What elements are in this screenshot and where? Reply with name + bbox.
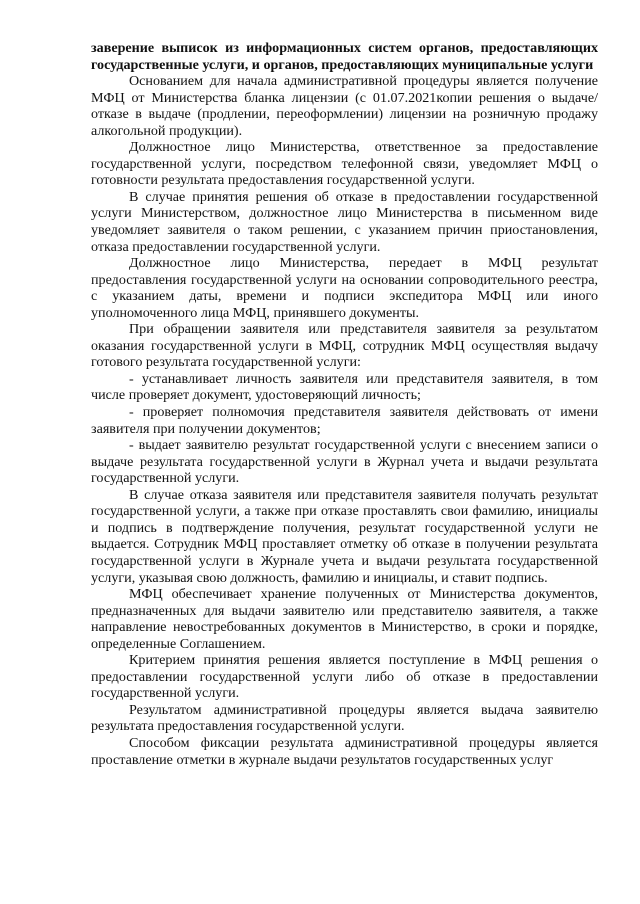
paragraph-recording: Способом фиксации результата административной процедуры является проставление отметки в журнале выдачи результатов государственных услуг <box>91 734 598 768</box>
document-page <box>91 40 598 768</box>
paragraph-notification: Должностное лицо Министерства, ответственное за предоставление государственной услуги, посредством телефонной связи, уведомляет МФЦ о готовности результата предоставления государственной услуги. <box>91 139 598 189</box>
paragraph-refusal-notice: В случае принятия решения об отказе в предоставлении государственной услуги Министерством, должностное лицо Министерства в письменном виде уведомляет заявителя о таком решении, с указанием причин приостановления, отказа предоставлении государственной услуги. <box>91 188 598 255</box>
section-heading: заверение выписок из информационных систем органов, предоставляющих государственные услуги, и органов, предоставляющих муниципальные услуги <box>91 40 598 73</box>
list-item-identity: - устанавливает личность заявителя или представителя заявителя, в том числе проверяет документ, удостоверяющий личность; <box>91 370 598 404</box>
paragraph-basis: Основанием для начала административной процедуры является получение МФЦ от Министерства бланка лицензии (с 01.07.2021копии решения о выдаче/отказе в выдаче (продлении, переоформлении) лицензии на розничную продажу алкогольной продукции). <box>91 73 598 139</box>
paragraph-criterion: Критерием принятия решения является поступление в МФЦ решения о предоставлении государственной услуги либо об отказе в предоставлении государственной услуги. <box>91 652 598 702</box>
list-item-issue: - выдает заявителю результат государственной услуги с внесением записи о выдаче результата государственной услуги в Журнал учета и выдачи результата государственной услуги. <box>91 437 598 487</box>
paragraph-issuance-intro: При обращении заявителя или представителя заявителя за результатом оказания государственной услуги в МФЦ, сотрудник МФЦ осуществляя выдачу готового результата государственной услуги: <box>91 321 598 371</box>
paragraph-storage: МФЦ обеспечивает хранение полученных от Министерства документов, предназначенных для выдачи заявителю или представителю заявителя, а также направление невостребованных документов в Министерство, в сроки и порядке, определенные Соглашением. <box>91 586 598 652</box>
paragraph-result: Результатом административной процедуры является выдача заявителю результата предоставления государственной услуги. <box>91 701 598 735</box>
list-item-authority: - проверяет полномочия представителя заявителя действовать от имени заявителя при получении документов; <box>91 404 598 437</box>
paragraph-applicant-refusal: В случае отказа заявителя или представителя заявителя получать результат государственной услуги, а также при отказе проставлять свои фамилию, инициалы и подпись в подтверждение получения, результат государственной услуги не выдается. Сотрудник МФЦ проставляет отметку об отказе в получении результата государственной услуги в Журнале учета и выдачи результата государственной услуги, указывая свою должность, фамилию и инициалы, и ставит подпись. <box>91 486 598 586</box>
paragraph-transfer: Должностное лицо Министерства, передает в МФЦ результат предоставления государственной услуги на основании сопроводительного реестра, с указанием даты, времени и подписи экспедитора МФЦ или иного уполномоченного лица МФЦ, принявшего документы. <box>91 255 598 321</box>
